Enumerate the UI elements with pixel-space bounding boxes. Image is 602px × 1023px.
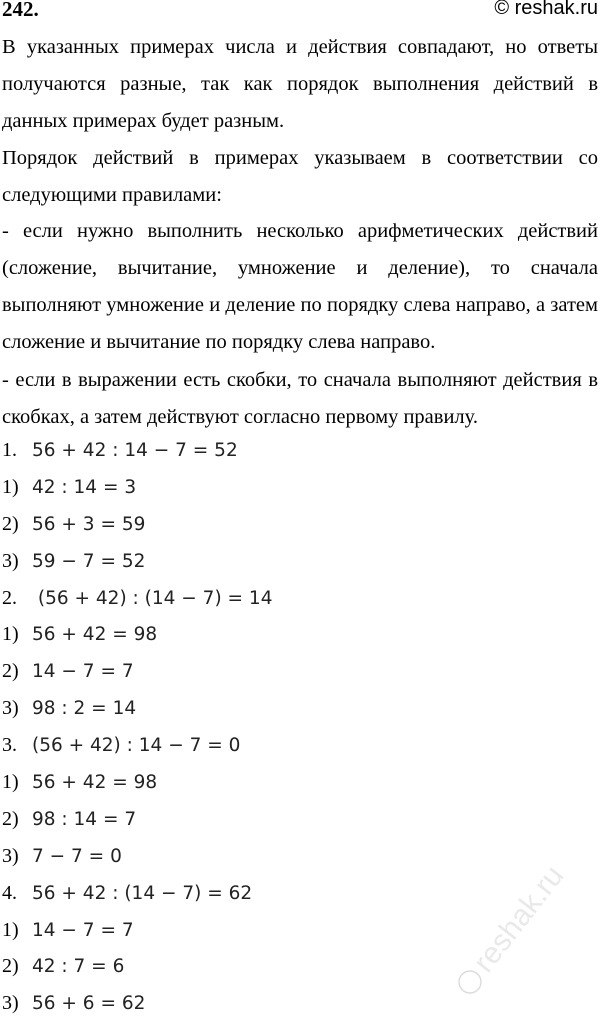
solution-line	[2, 912, 598, 949]
line-expression: 56 + 42 : (14 − 7) = 62	[32, 882, 253, 904]
line-number: 2)	[2, 807, 19, 830]
paragraph-rule-2: - если в выражении есть скобки, то сначала выполняют действия в скобках, а затем действуют согласно первому правилу.	[2, 369, 598, 428]
line-number: 3.	[2, 734, 17, 757]
solution-line	[2, 690, 598, 727]
source-label: © reshak.ru	[494, 0, 598, 19]
solution-line	[2, 506, 598, 543]
line-expression: 56 + 6 = 62	[32, 993, 146, 1015]
solution-line	[2, 653, 598, 690]
solution-line	[2, 432, 598, 469]
line-number: 2)	[2, 512, 19, 535]
line-expression: (56 + 42) : (14 − 7) = 14	[32, 587, 273, 609]
line-expression: 56 + 42 = 98	[32, 772, 158, 794]
solution-line	[2, 727, 598, 764]
line-number: 2)	[2, 955, 19, 978]
line-expression: 42 : 14 = 3	[32, 476, 137, 498]
solution-line	[2, 616, 598, 653]
line-expression: 42 : 7 = 6	[32, 956, 125, 978]
solution-line	[2, 985, 598, 1022]
line-expression: 59 − 7 = 52	[32, 550, 146, 572]
paragraph-rules-intro: Порядок действий в примерах указываем в соответствии со следующими правилами:	[2, 147, 598, 206]
solution-line	[2, 469, 598, 506]
paragraph-intro: В указанных примерах числа и действия совпадают, но ответы получаются разные, так как порядок выполнения действий в данных примерах будет разным.	[2, 36, 598, 132]
solution-lines	[2, 432, 598, 1022]
line-expression: 56 + 42 = 98	[32, 624, 158, 646]
solution-line	[2, 838, 598, 875]
line-expression: 14 − 7 = 7	[32, 661, 134, 683]
line-number: 1.	[2, 439, 17, 461]
line-expression: 56 + 42 : 14 − 7 = 52	[32, 440, 238, 461]
line-expression: 98 : 14 = 7	[32, 808, 137, 830]
line-expression: 98 : 2 = 14	[32, 698, 137, 720]
line-expression: 14 − 7 = 7	[32, 919, 134, 941]
line-number: 3)	[2, 992, 19, 1015]
paragraph-rule-1: - если нужно выполнить несколько арифметических действий (сложение, вычитание, умножение и деление), то сначала выполняют умножение и деление по порядку слева направо, а затем сложение и вычитание по порядку слева направо.	[2, 220, 598, 353]
solution-line	[2, 764, 598, 801]
line-number: 3)	[2, 844, 19, 867]
solution-line	[2, 875, 598, 912]
solution-line	[2, 801, 598, 838]
problem-number: 242.	[2, 0, 39, 21]
line-expression: 56 + 3 = 59	[32, 513, 146, 535]
line-expression: (56 + 42) : 14 − 7 = 0	[32, 735, 241, 757]
solution-line	[2, 543, 598, 580]
solution-line	[2, 580, 598, 617]
line-number: 1)	[2, 475, 19, 498]
line-number: 1)	[2, 623, 19, 646]
line-number: 1)	[2, 918, 19, 941]
line-number: 3)	[2, 549, 19, 572]
watermark-text: reshak.ru	[467, 859, 571, 979]
line-number: 3)	[2, 697, 19, 720]
line-number: 2.	[2, 586, 17, 609]
line-number: 4.	[2, 881, 17, 904]
solution-line	[2, 948, 598, 985]
line-number: 2)	[2, 660, 19, 683]
line-expression: 7 − 7 = 0	[32, 845, 122, 867]
line-number: 1)	[2, 771, 19, 794]
header	[0, 0, 602, 26]
